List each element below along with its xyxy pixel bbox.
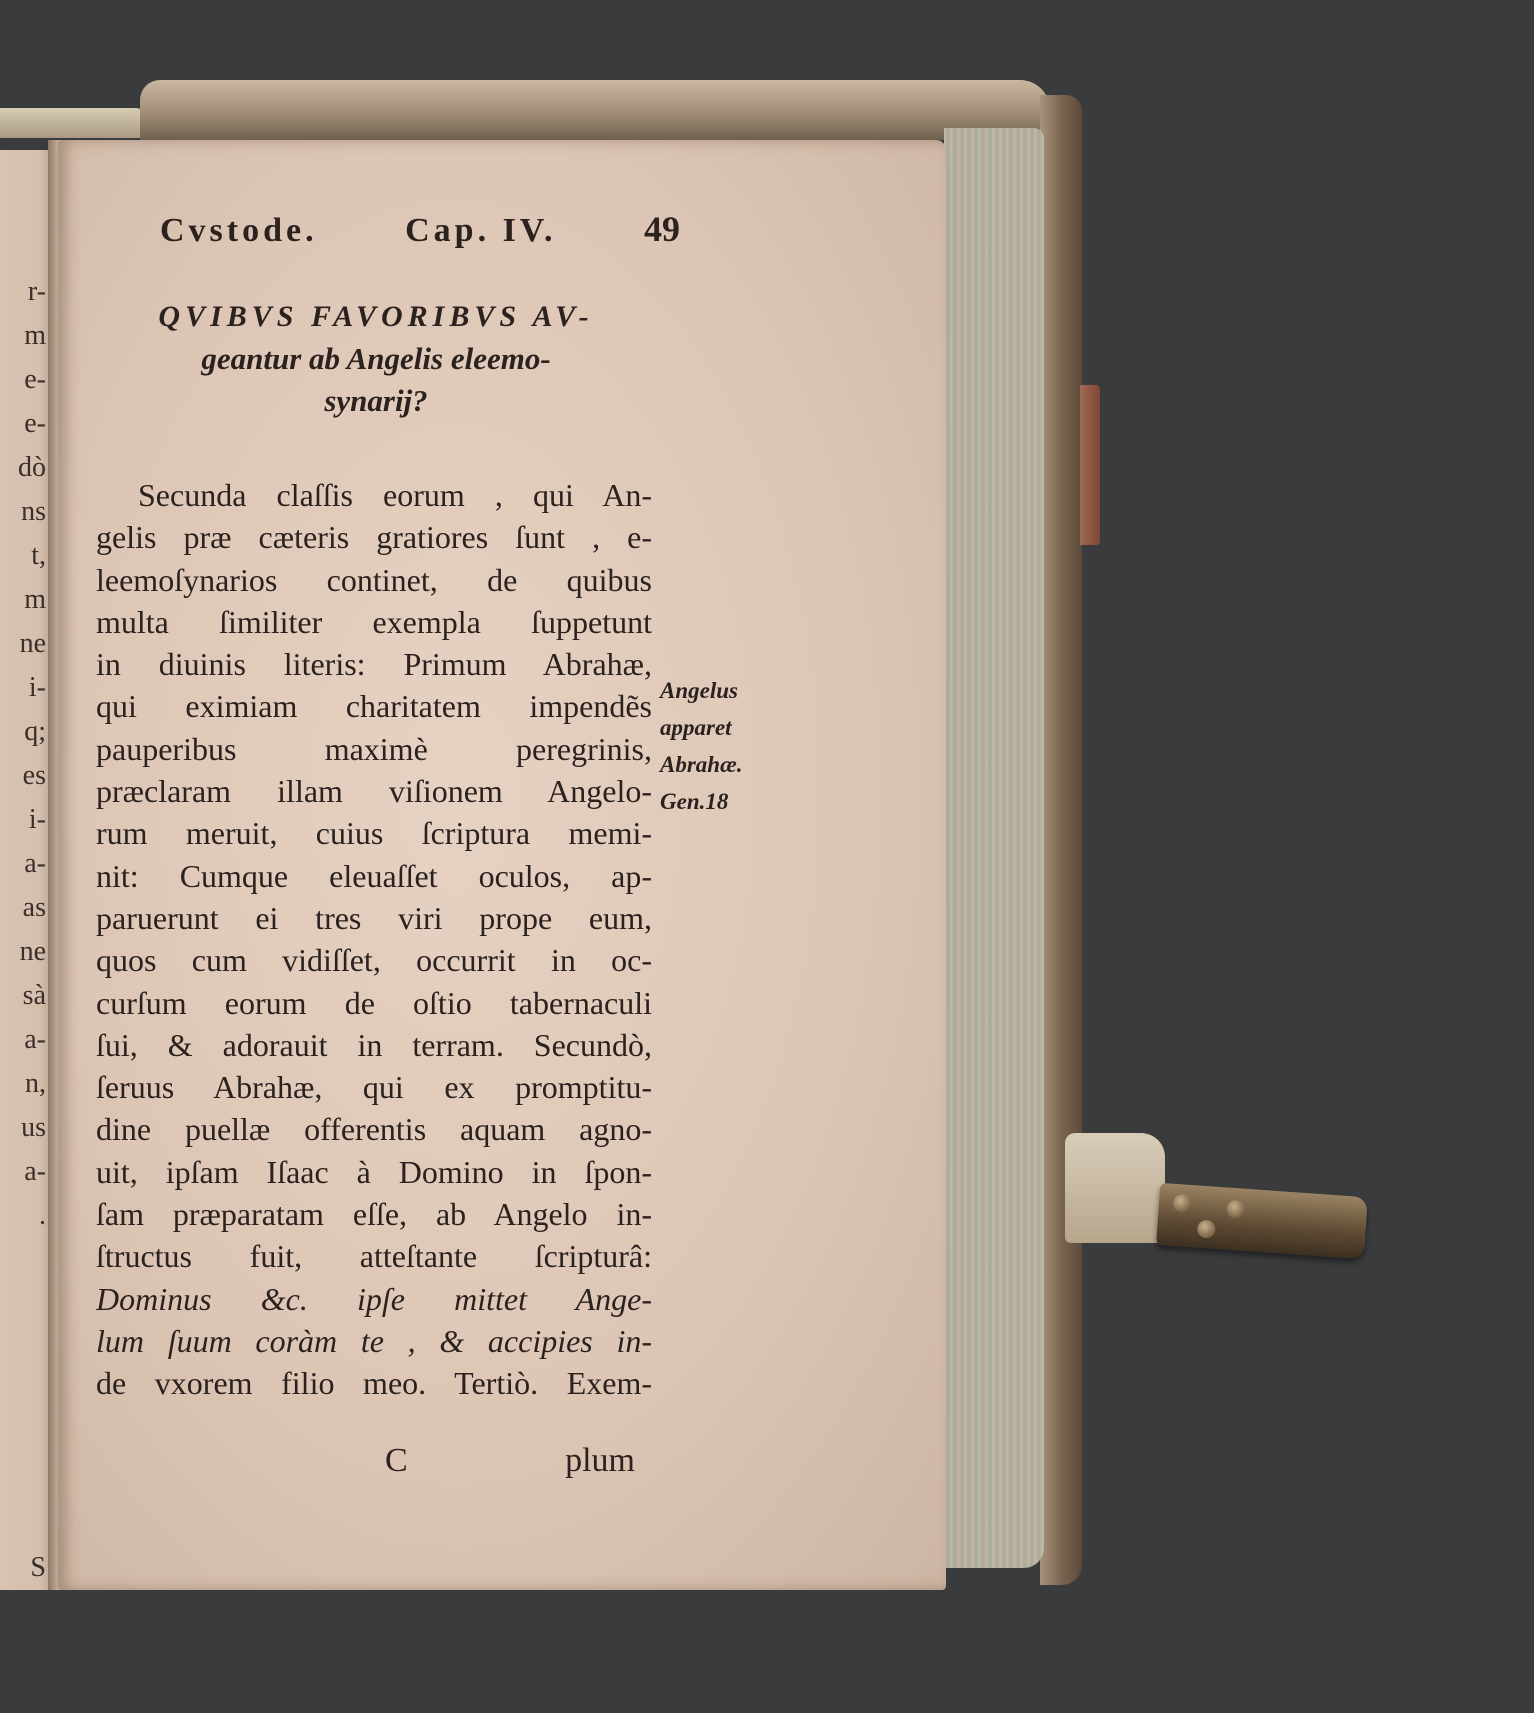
text-line: ſam præparatam eſſe, ab Angelo in- <box>96 1196 652 1233</box>
text-line: præclaram illam viſionem Angelo- <box>96 773 652 810</box>
text-line: Dominus &c. ipſe mittet Ange- <box>96 1280 652 1317</box>
left-fragment: e- <box>24 408 46 439</box>
left-fragment: ns <box>21 496 46 527</box>
left-fragment: a- <box>24 1024 46 1055</box>
text-line: ſui, & adorauit in terram. Secundò, <box>96 1026 652 1063</box>
page-footer <box>385 1442 635 1480</box>
body-text <box>96 474 652 1405</box>
cover-board <box>1040 95 1082 1585</box>
marginal-note <box>660 672 776 820</box>
headband <box>0 108 150 138</box>
margin-note-line: Angelus <box>660 678 738 703</box>
left-fragment: . <box>39 1200 46 1231</box>
text-line: pauperibus maximè peregrinis, <box>96 730 652 767</box>
clasp-strap <box>1065 1133 1165 1243</box>
text-line: ſtructus fuit, atteſtante ſcripturâ: <box>96 1238 652 1275</box>
leather-tab-marker <box>1080 385 1100 545</box>
text-line: de vxorem filio meo. Tertiò. Exem- <box>96 1365 652 1402</box>
running-head-chapter: Cap. IV. <box>405 212 557 249</box>
left-fragment: as <box>22 892 46 923</box>
left-fragment: ne <box>19 936 46 967</box>
catchword: plum <box>565 1442 635 1479</box>
left-fragment: e- <box>24 364 46 395</box>
text-line: dine puellæ offerentis aquam agno- <box>96 1111 652 1148</box>
clasp-rivet <box>1226 1200 1245 1219</box>
left-fragment <box>0 1502 46 1546</box>
text-line: qui eximiam charitatem impendẽs <box>96 688 652 725</box>
clasp-rivet <box>1172 1194 1191 1213</box>
left-fragment: es <box>22 760 46 791</box>
left-fragment: S <box>30 1552 46 1583</box>
left-fragment: t, <box>31 540 46 571</box>
left-fragment <box>0 1414 46 1458</box>
left-fragment <box>0 1238 46 1282</box>
text-line: multa ſimiliter exempla ſuppetunt <box>96 603 652 640</box>
text-line: in diuinis literis: Primum Abrahæ, <box>96 646 652 683</box>
left-fragment: m <box>24 584 46 615</box>
heading-line: QVIBVS FAVORIBVS AV- <box>158 300 594 333</box>
left-fragment: a- <box>24 848 46 879</box>
text-line: quos cum vidiſſet, occurrit in oc- <box>96 942 652 979</box>
left-page-text-fragments <box>0 270 46 1590</box>
left-fragment: q; <box>24 716 46 747</box>
heading-line: geantur ab Angelis eleemo- <box>201 341 551 376</box>
text-line: leemoſynarios continet, de quibus <box>96 561 652 598</box>
text-line: paruerunt ei tres viri prope eum, <box>96 899 652 936</box>
left-fragment: i- <box>28 672 46 703</box>
signature-mark: C <box>385 1442 408 1479</box>
left-fragment <box>0 1458 46 1502</box>
clasp-rivet <box>1197 1220 1216 1239</box>
left-fragment: dò <box>18 452 46 483</box>
folio-number: 49 <box>643 209 680 249</box>
left-fragment <box>0 1282 46 1326</box>
left-fragment: ne <box>19 628 46 659</box>
running-head-title: Cvstode. <box>160 212 318 249</box>
left-fragment <box>0 1370 46 1414</box>
left-fragment <box>0 1326 46 1370</box>
text-line: Secunda claſſis eorum , qui An- <box>138 477 652 513</box>
left-fragment: us <box>21 1112 46 1143</box>
margin-note-line: Abrahæ. <box>660 752 743 777</box>
text-line: curſum eorum de oſtio tabernaculi <box>96 984 652 1021</box>
text-line: lum ſuum coràm te , & accipies in- <box>96 1322 652 1359</box>
left-fragment: n, <box>25 1068 46 1099</box>
left-fragment: r- <box>27 276 46 307</box>
margin-note-line: apparet <box>660 715 732 740</box>
text-line: rum meruit, cuius ſcriptura memi- <box>96 815 652 852</box>
text-line: nit: Cumque eleuaſſet oculos, ap- <box>96 857 652 894</box>
running-head <box>160 208 680 250</box>
text-line: uit, ipſam Iſaac à Domino in ſpon- <box>96 1153 652 1190</box>
metal-clasp <box>1156 1183 1368 1259</box>
section-heading <box>96 296 656 422</box>
left-fragment: sà <box>22 980 46 1011</box>
book-top-edge <box>140 80 1050 140</box>
page-fore-edge <box>944 128 1044 1568</box>
text-line: gelis præ cæteris gratiores ſunt , e- <box>96 519 652 556</box>
left-fragment: a- <box>24 1156 46 1187</box>
text-line: ſeruus Abrahæ, qui ex promptitu- <box>96 1069 652 1106</box>
margin-note-line: Gen.18 <box>660 789 729 814</box>
heading-line: synarij? <box>324 383 428 418</box>
left-fragment: i- <box>28 804 46 835</box>
left-fragment: m <box>24 320 46 351</box>
